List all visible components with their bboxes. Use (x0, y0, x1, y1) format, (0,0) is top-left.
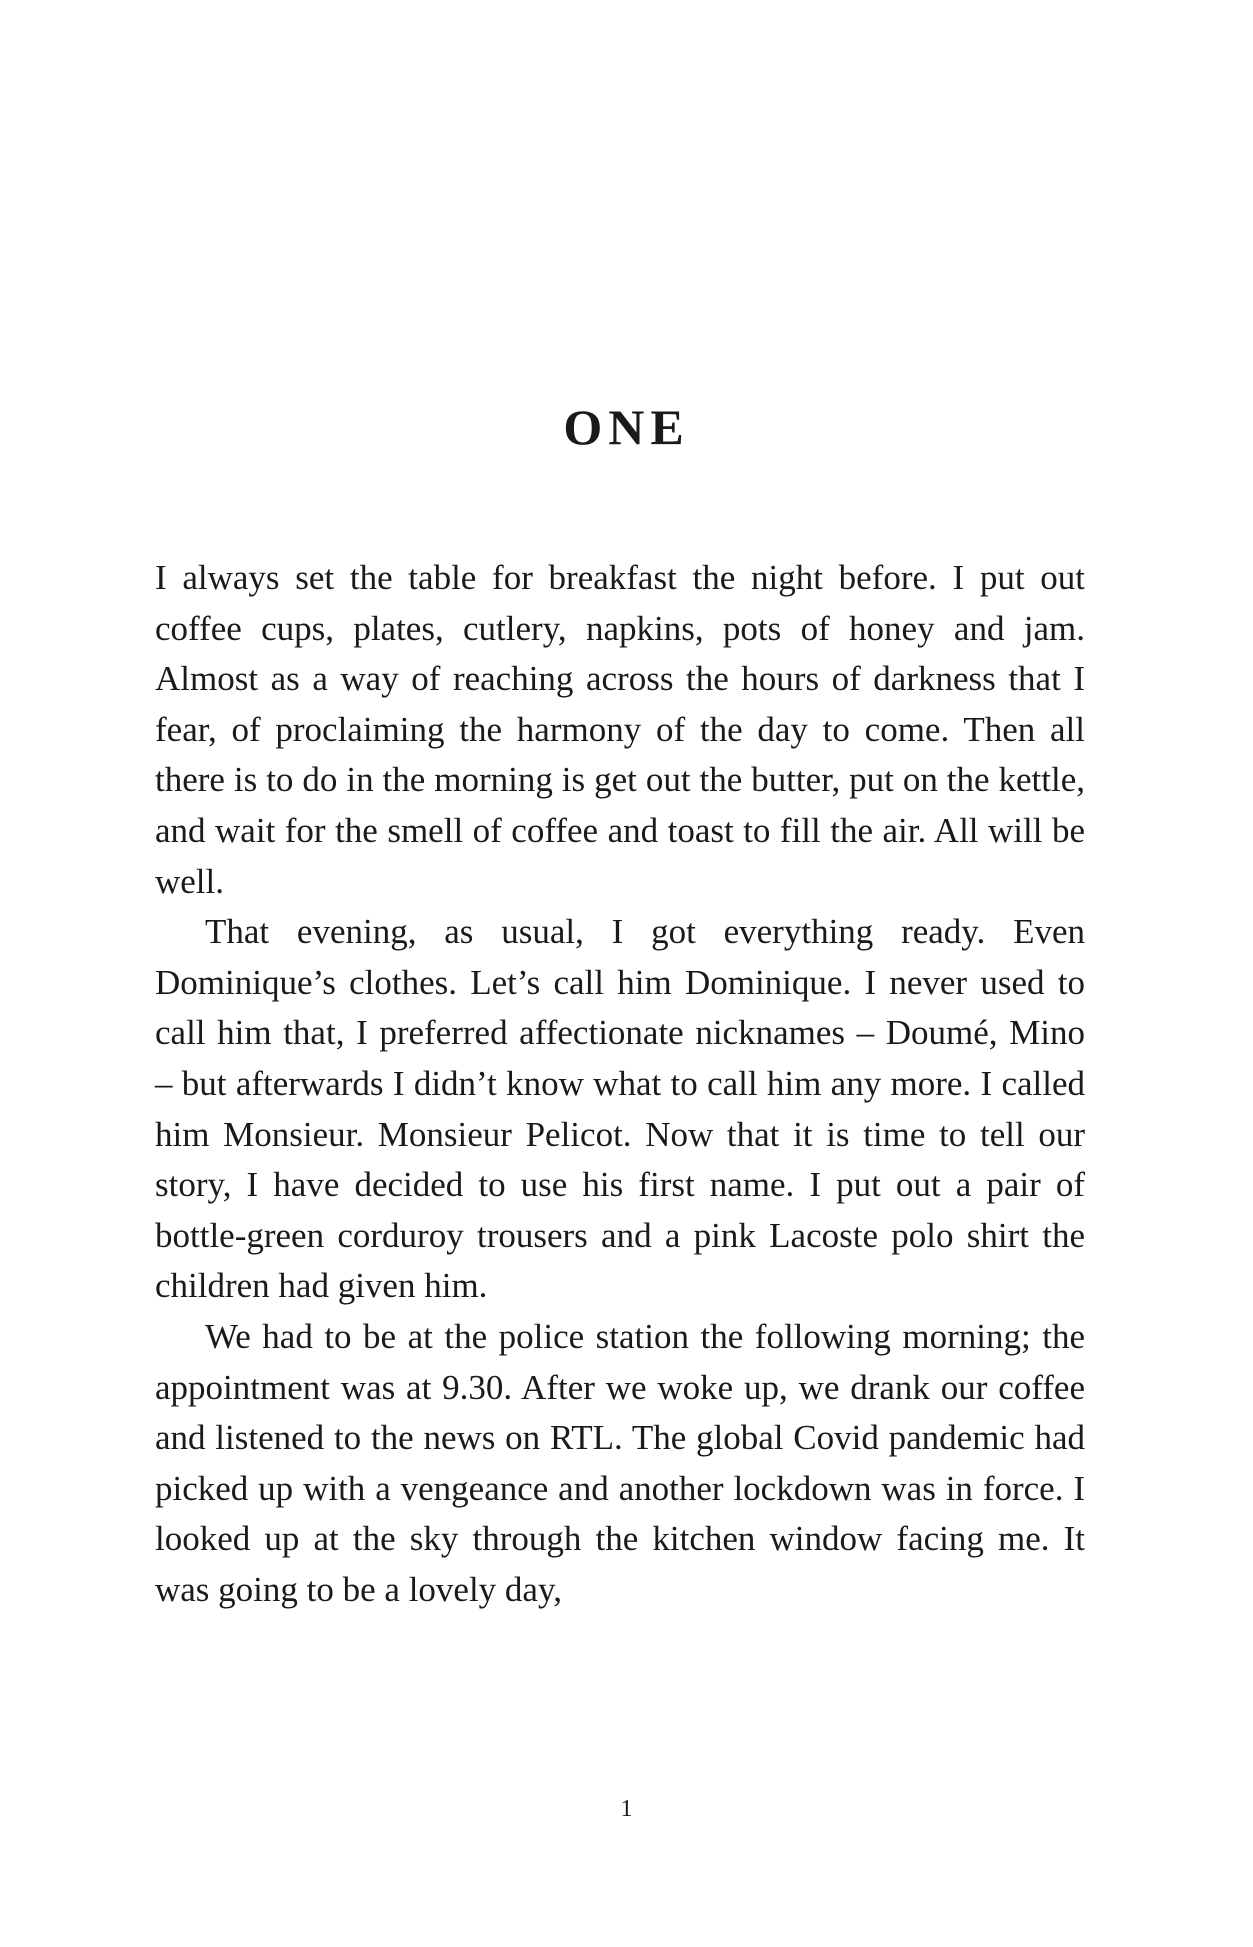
page-number: 1 (620, 1796, 633, 1822)
paragraph-3: We had to be at the police station the following morning; the appointment was at 9.30. After we woke up, we drank our coffee and listened to the news on RTL. The global Covid pandemic had picked up with a vengeance and another lockdown was in force. I looked up at the sky through the kitchen window facing me. It was going to be a lovely day, (155, 1316, 1085, 1609)
paragraph-1: I always set the table for breakfast the night before. I put out coffee cups, plates, cutlery, napkins, pots of honey and jam. Almost as a way of reaching across the hours of darkness that I fear, of proclaiming the harmony of the day to come. Then all there is to do in the morning is get out the butter, put on the kettle, and wait for the smell of coffee and toast to fill the air. All will be well. (155, 558, 1085, 901)
body-text (155, 553, 1085, 1615)
chapter-title: ONE (563, 399, 690, 455)
paragraph-2: That evening, as usual, I got everything ready. Even Dominique’s clothes. Let’s call him Dominique. I never used to call him that, I preferred affectionate nicknames – Doumé, Mino – but afterwards I didn’t know what to call him any more. I called him Monsieur. Monsieur Pelicot. Now that it is time to tell our story, I have decided to use his first name. I put out a pair of bottle-green corduroy trousers and a pink Lacoste polo shirt the children had given him. (155, 912, 1085, 1306)
